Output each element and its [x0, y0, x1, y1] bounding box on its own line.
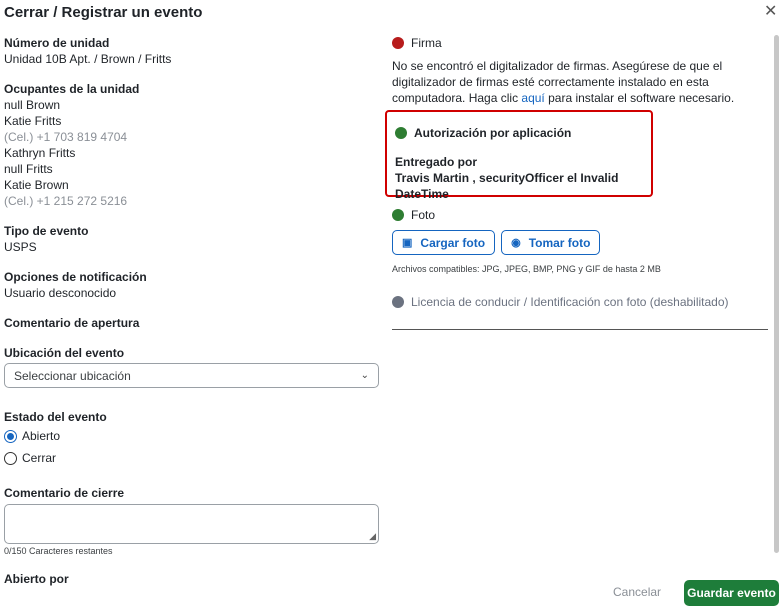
event-type-label: Tipo de evento	[4, 224, 89, 238]
image-icon: ▣	[402, 237, 413, 249]
closing-comment-counter: 0/150 Caracteres restantes	[4, 546, 113, 556]
signature-status-dot-icon	[392, 37, 404, 49]
photo-section	[392, 207, 768, 274]
take-photo-button[interactable]	[501, 230, 600, 255]
signature-section	[392, 35, 768, 106]
photo-title: Foto	[411, 208, 436, 222]
occupant-line: Kathryn Fritts	[4, 146, 76, 160]
status-option-open[interactable]	[4, 425, 380, 447]
divider	[392, 329, 768, 330]
signature-message-text-end: para instalar el software necesario.	[544, 91, 735, 105]
notification-label: Opciones de notificación	[4, 270, 147, 284]
opening-comment-section	[4, 315, 380, 331]
chevron-down-icon: ⌄	[360, 370, 369, 381]
unit-number-value: Unidad 10B Apt. / Brown / Fritts	[4, 52, 172, 66]
signature-title: Firma	[411, 36, 442, 50]
event-type-section	[4, 223, 380, 255]
resize-handle-icon[interactable]: ◢	[369, 531, 376, 541]
occupant-line: null Fritts	[4, 162, 53, 176]
camera-icon: ◉	[511, 237, 521, 249]
license-status-dot-icon	[392, 296, 404, 308]
save-event-button[interactable]: Guardar evento	[684, 580, 779, 606]
app-authorization-card	[385, 110, 653, 201]
status-section	[4, 409, 380, 469]
status-option-label: Cerrar	[22, 451, 57, 465]
opened-by-label: Abierto por	[4, 572, 69, 586]
status-label: Estado del evento	[4, 410, 107, 424]
cancel-button[interactable]: Cancelar	[613, 585, 662, 599]
dialog-title: Cerrar / Registrar un evento	[4, 4, 203, 21]
location-section	[4, 345, 380, 388]
event-type-value: USPS	[4, 240, 37, 254]
radio-unchecked-icon[interactable]	[4, 452, 17, 465]
take-photo-label: Tomar foto	[528, 235, 591, 250]
notification-section	[4, 269, 380, 301]
status-option-close[interactable]	[4, 447, 380, 469]
notification-value: Usuario desconocido	[4, 286, 117, 300]
install-software-link[interactable]: aquí	[521, 91, 545, 105]
event-details-column	[4, 35, 380, 587]
closing-comment-textarea[interactable]	[4, 504, 379, 544]
signature-message	[392, 58, 768, 106]
scrollbar[interactable]	[774, 35, 779, 553]
occupant-line: Katie Fritts	[4, 114, 62, 128]
upload-photo-label: Cargar foto	[420, 235, 486, 250]
verification-column	[392, 35, 768, 309]
compatible-files-note: Archivos compatibles: JPG, JPEG, BMP, PNG y GIF de hasta 2 MB	[392, 264, 661, 274]
app-auth-title: Autorización por aplicación	[414, 126, 572, 140]
occupant-line: Katie Brown	[4, 178, 69, 192]
occupants-section	[4, 81, 380, 209]
location-label: Ubicación del evento	[4, 346, 125, 360]
status-option-label: Abierto	[22, 429, 61, 443]
radio-checked-icon[interactable]	[4, 430, 17, 443]
occupant-phone: (Cel.) +1 215 272 5216	[4, 194, 128, 208]
delivered-by-value: Travis Martin , securityOfficer el Invalid DateTime	[395, 171, 619, 201]
closing-comment-label: Comentario de cierre	[4, 486, 125, 500]
delivered-by-label: Entregado por	[395, 155, 478, 169]
unit-number-section	[4, 35, 380, 67]
closing-comment-section	[4, 485, 380, 556]
location-select-placeholder: Seleccionar ubicación	[14, 368, 131, 383]
occupants-label: Ocupantes de la unidad	[4, 82, 140, 96]
occupant-phone: (Cel.) +1 703 819 4704	[4, 130, 128, 144]
unit-number-label: Número de unidad	[4, 36, 110, 50]
app-auth-status-dot-icon	[395, 127, 407, 139]
opening-comment-label: Comentario de apertura	[4, 316, 140, 330]
license-section	[392, 294, 729, 310]
location-select[interactable]	[4, 363, 379, 388]
license-title: Licencia de conducir / Identificación con foto (deshabilitado)	[411, 295, 729, 309]
signature-message-text: No se encontró el digitalizador de firmas. Asegúrese de que el digitalizador de firmas esté correctamente instalado en esta computadora. Haga clic	[392, 59, 723, 105]
close-icon[interactable]: ✕	[764, 3, 778, 20]
occupant-line: null Brown	[4, 98, 61, 112]
opened-by-section	[4, 571, 380, 587]
upload-photo-button[interactable]	[392, 230, 495, 255]
photo-status-dot-icon	[392, 209, 404, 221]
